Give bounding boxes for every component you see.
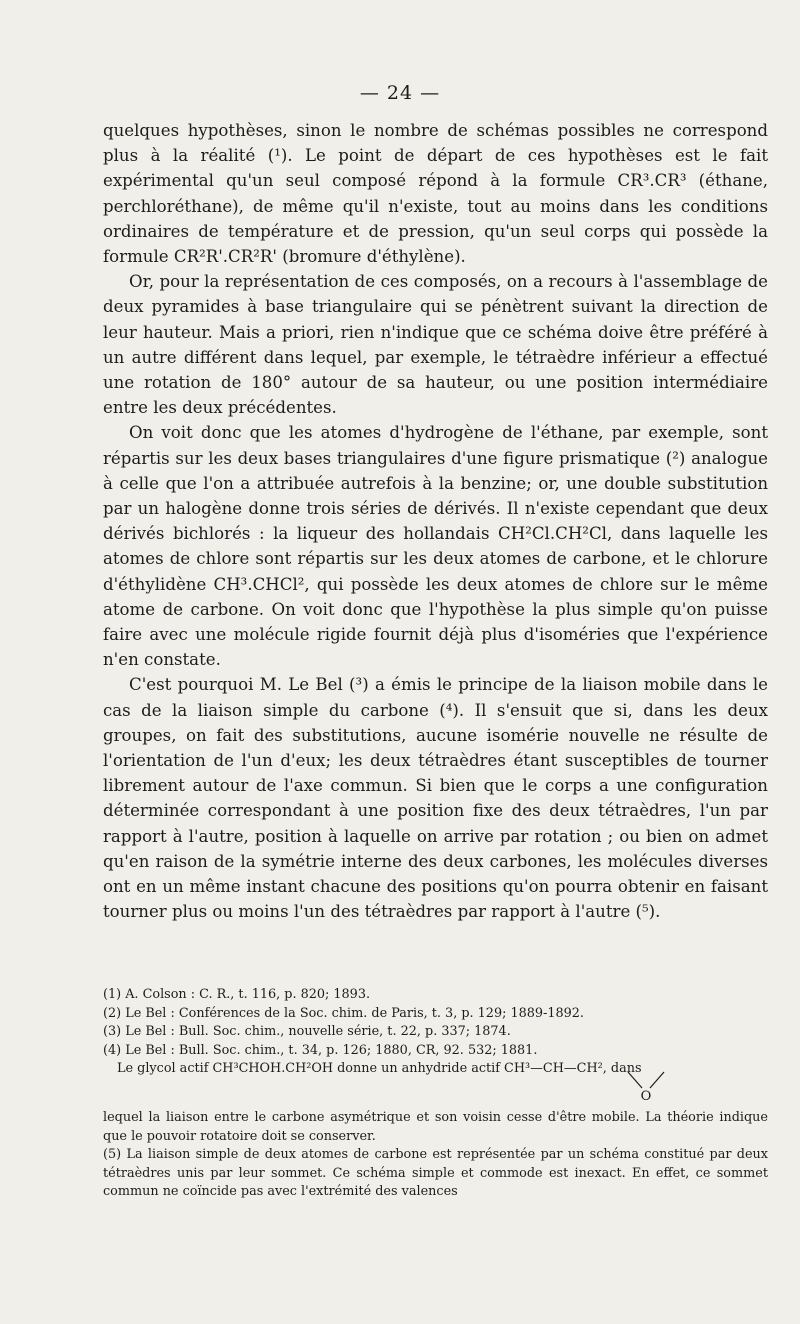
epoxide-bridge-lines bbox=[616, 1070, 676, 1102]
body-text bbox=[103, 118, 768, 925]
footnote-4: (4) Le Bel : Bull. Soc. chim., t. 34, p. 126; 1880, CR, 92. 532; 1881. bbox=[103, 1042, 538, 1058]
page-number: — 24 — bbox=[359, 82, 441, 104]
paragraph: On voit donc que les atomes d'hydrogène de l'éthane, par exemple, sont répartis sur les deux bases triangulaires d'une figure prismatique (²) analogue à celle que l'on a attribuée autrefois à la benzine; or, une double substitution par un halogène donne trois séries de dérivés. Il n'existe cependant que deux dérivés bichlorés : la liqueur des hollandais CH²Cl.CH²Cl, dans laquelle les atomes de chlore sont répartis sur les deux atomes de carbone, et le chlorure d'éthylidène CH³.CHCl², qui possède les deux atomes de chlore sur le même atome de carbone. On voit donc que l'hypothèse la plus simple qu'on puisse faire avec une molécule rigide fournit déjà plus d'isoméries que l'expérience n'en constate. bbox=[103, 423, 768, 670]
paragraph: C'est pourquoi M. Le Bel (³) a émis le principe de la liaison mobile dans le cas de la liaison simple du carbone (⁴). Il s'ensuit que si, dans les deux groupes, on fait des substitutions, aucune isomérie nouvelle ne résulte de l'orientation de l'un d'eux; les deux tétraèdres étant susceptibles de tourner librement autour de l'axe commun. Si bien que le corps a une configuration déterminée correspondant à une position fixe des deux tétraèdres, l'un par rapport à l'autre, position à laquelle on arrive par rotation ; ou bien on admet qu'en raison de la symétrie interne des deux carbones, les molécules diverses ont en un même instant chacune des positions qu'on pourra obtenir en faisant tourner plus ou moins l'un des tétraèdres par rapport à l'autre (⁵). bbox=[103, 675, 768, 922]
oxygen-label: O bbox=[640, 1089, 652, 1102]
paragraph: quelques hypothèses, sinon le nombre de schémas possibles ne correspond plus à la réalité (¹). Le point de départ de ces hypothèses est le fait expérimental qu'un seul composé répond à la formule CR³.CR³ (éthane, perchloréthane), de même qu'il n'existe, tout au moins dans les conditions ordinaires de température et de pression, qu'un seul corps qui possède la formule CR²R'.CR²R' (bromure d'éthylène). bbox=[103, 121, 768, 267]
footnote-5: (5) La liaison simple de deux atomes de carbone est représentée par un schéma constitué par deux tétraèdres unis par leur sommet. Ce schéma simple et commode est inexact. En effet, ce sommet commun ne coïncide pas avec l'extrémité des valences bbox=[103, 1147, 768, 1200]
footnote-1: (1) A. Colson : C. R., t. 116, p. 820; 1893. bbox=[103, 987, 371, 1002]
footnote-3: (3) Le Bel : Bull. Soc. chim., nouvelle série, t. 22, p. 337; 1874. bbox=[103, 1024, 511, 1040]
epoxide-bridge bbox=[616, 1070, 676, 1102]
footnote-4-formula-line: Le glycol actif CH³CHOH.CH²OH donne un anhydride actif CH³—CH—CH², dans bbox=[117, 1061, 642, 1077]
paragraph: Or, pour la représentation de ces composés, on a recours à l'assemblage de deux pyramides à base triangulaire qui se pénètrent suivant la direction de leur hauteur. Mais a priori, rien n'indique que ce schéma doive être préféré à un autre différent dans lequel, par exemple, le tétraèdre inférieur a effectué une rotation de 180° autour de sa hauteur, ou une position intermédiaire entre les deux précédentes. bbox=[103, 272, 768, 418]
footnote-2: (2) Le Bel : Conférences de la Soc. chim. de Paris, t. 3, p. 129; 1889-1892. bbox=[103, 1005, 584, 1021]
footnote-4-continuation: lequel la liaison entre le carbone asymétrique et son voisin cesse d'être mobile. La théorie indique que le pouvoir rotatoire doit se conserver. bbox=[103, 1109, 768, 1144]
